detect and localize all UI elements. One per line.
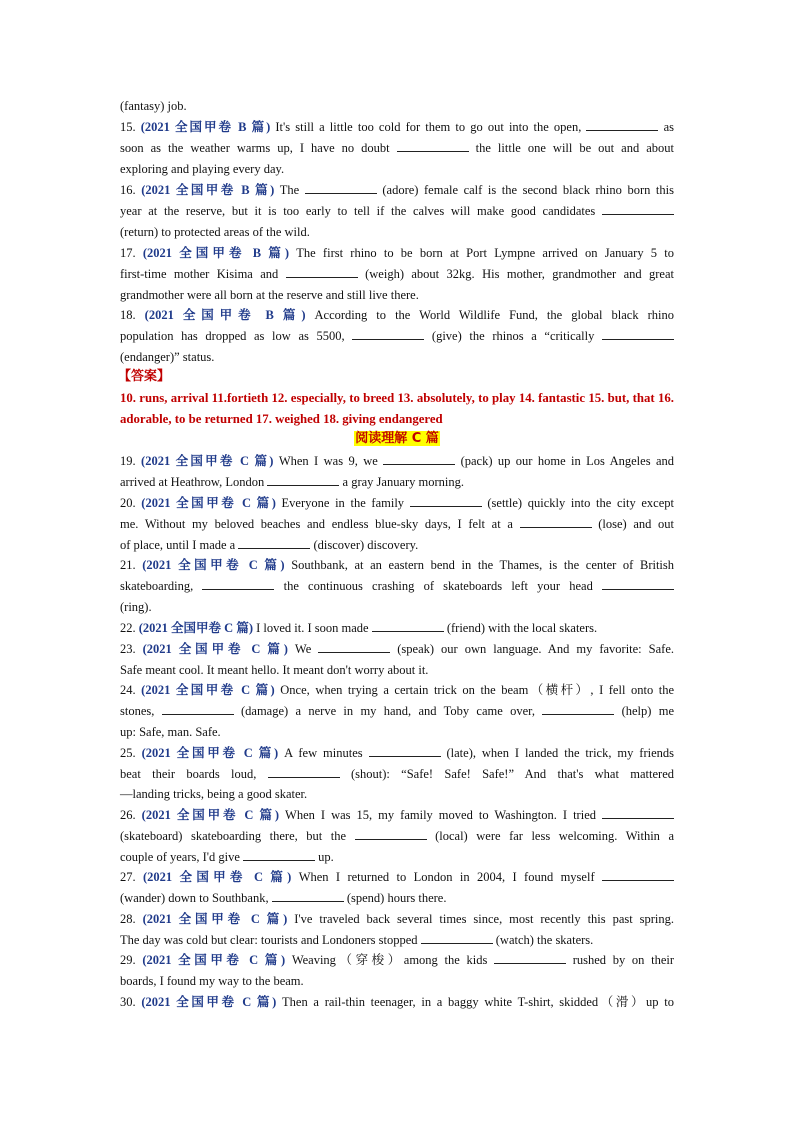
fill-blank[interactable] xyxy=(520,516,592,528)
fill-blank[interactable] xyxy=(602,807,674,819)
line-text: beat their boards loud, (shout): “Safe! Safe! Safe!” And that's what mattered xyxy=(120,767,674,781)
line-text: It's still a little too cold for them to go out into the open, as xyxy=(270,120,674,134)
line-text: I loved it. I soon made (friend) with the local skaters. xyxy=(252,621,598,635)
question-number: 25. xyxy=(120,746,142,760)
text-line xyxy=(120,971,674,992)
text-line xyxy=(120,618,674,639)
fill-blank[interactable] xyxy=(602,869,674,881)
text-line xyxy=(120,514,674,535)
text-line xyxy=(120,722,674,743)
fill-blank[interactable] xyxy=(352,328,424,340)
text-line xyxy=(120,535,674,556)
question-number: 17. xyxy=(120,246,143,260)
question-number: 16. xyxy=(120,183,142,197)
source-tag: (2021 全国甲卷 C 篇) xyxy=(142,558,285,572)
line-text: soon as the weather warms up, I have no doubt the little one will be out and about xyxy=(120,141,674,155)
question-number: 24. xyxy=(120,683,142,697)
text-line xyxy=(120,867,674,888)
source-tag: (2021 全国甲卷 C 篇) xyxy=(142,912,288,926)
fill-blank[interactable] xyxy=(397,140,469,152)
line-text: skateboarding, the continuous crashing of skateboards left your head xyxy=(120,579,674,593)
line-text: (wander) down to Southbank, (spend) hours there. xyxy=(120,891,447,905)
fill-blank[interactable] xyxy=(268,766,340,778)
line-text: (fantasy) job. xyxy=(120,99,187,113)
fill-blank[interactable] xyxy=(162,703,234,715)
fill-blank[interactable] xyxy=(267,474,339,486)
text-line xyxy=(120,805,674,826)
question-number: 23. xyxy=(120,642,143,656)
line-text: (return) to protected areas of the wild. xyxy=(120,225,310,239)
question-number: 18. xyxy=(120,308,145,322)
fill-blank[interactable] xyxy=(586,119,658,131)
question-number: 19. xyxy=(120,454,142,468)
question-number: 15. xyxy=(120,120,141,134)
line-text: Safe meant cool. It meant hello. It meant don't worry about it. xyxy=(120,663,429,677)
section-title xyxy=(0,430,794,448)
text-line xyxy=(120,930,674,951)
section-title-text: 阅读理解 C 篇 xyxy=(355,431,439,446)
text-line xyxy=(120,222,674,243)
line-text: Weaving（穿梭）among the kids rushed by on their xyxy=(285,953,675,967)
fill-blank[interactable] xyxy=(542,703,614,715)
source-tag: (2021 全国甲卷 C 篇) xyxy=(142,953,286,967)
source-tag: (2021 全国甲卷 C 篇) xyxy=(141,808,280,822)
line-text: When I returned to London in 2004, I found myself xyxy=(291,870,674,884)
answer-label: 【答案】 xyxy=(118,368,171,383)
question-number: 22. xyxy=(120,621,139,635)
line-text: (endanger)” status. xyxy=(120,350,215,364)
question-number: 29. xyxy=(120,953,143,967)
text-line xyxy=(120,285,674,306)
text-line xyxy=(120,472,674,493)
text-line xyxy=(120,743,674,764)
line-text: exploring and playing every day. xyxy=(120,162,285,176)
fill-blank[interactable] xyxy=(202,578,274,590)
line-text: The (adore) female calf is the second black rhino born this xyxy=(274,183,674,197)
text-line xyxy=(120,138,674,159)
line-text: We (speak) our own language. And my favorite: Safe. xyxy=(287,642,674,656)
fill-blank[interactable] xyxy=(243,849,315,861)
line-text: According to the World Wildlife Fund, the global black rhino xyxy=(305,308,675,322)
text-line xyxy=(120,847,674,868)
text-line xyxy=(120,243,674,264)
fill-blank[interactable] xyxy=(383,453,455,465)
text-line xyxy=(120,96,674,117)
text-line xyxy=(120,493,674,514)
line-text: boards, I found my way to the beam. xyxy=(120,974,304,988)
fill-blank[interactable] xyxy=(305,182,377,194)
line-text: Once, when trying a certain trick on the beam（横杆）, I fell onto the xyxy=(274,683,675,697)
text-line xyxy=(120,992,674,1013)
question-number: 30. xyxy=(120,995,142,1009)
text-line xyxy=(120,347,674,368)
line-text: —landing tricks, being a good skater. xyxy=(120,787,308,801)
line-text: A few minutes (late), when I landed the trick, my friends xyxy=(278,746,674,760)
line-text: me. Without my beloved beaches and endless blue-sky days, I felt at a (lose) and out xyxy=(120,517,675,531)
source-tag: (2021 全国甲卷 C 篇) xyxy=(142,642,288,656)
text-line xyxy=(120,888,674,909)
line-text: I've traveled back several times since, most recently this past spring. xyxy=(287,912,675,926)
question-number: 27. xyxy=(120,870,144,884)
line-text: Then a rail-thin teenager, in a baggy white T-shirt, skidded（滑）up to xyxy=(276,995,674,1009)
fill-blank[interactable] xyxy=(494,952,566,964)
fill-blank[interactable] xyxy=(602,328,674,340)
question-number: 28. xyxy=(120,912,143,926)
source-tag: (2021 全国甲卷 B 篇) xyxy=(142,246,290,260)
text-line xyxy=(120,326,674,347)
line-text: (skateboard) skateboarding there, but the (local) were far less welcoming. Within a xyxy=(120,829,675,843)
source-tag: (2021 全国甲卷 C 篇) xyxy=(141,995,277,1009)
source-tag: (2021 全国甲卷 C 篇) xyxy=(141,683,275,697)
text-line xyxy=(120,451,674,472)
line-text: couple of years, I'd give up. xyxy=(120,850,334,864)
line-text: of place, until I made a (discover) discovery. xyxy=(120,538,419,552)
fill-blank[interactable] xyxy=(602,203,674,215)
line-text: The day was cold but clear: tourists and Londoners stopped (watch) the skaters. xyxy=(120,933,594,947)
line-text: grandmother were all born at the reserve and still live there. xyxy=(120,288,419,302)
answer-text: 10. runs, arrival 11.fortieth 12. especially, to breed 13. absolutely, to play 14. fantastic 15. but, that 16. adorable, to be returned 17. weighed 18. giving endangered xyxy=(120,391,674,426)
text-line xyxy=(120,117,674,138)
fill-blank[interactable] xyxy=(272,890,344,902)
text-line xyxy=(120,597,674,618)
fill-blank[interactable] xyxy=(369,745,441,757)
fill-blank[interactable] xyxy=(286,266,358,278)
line-text: up: Safe, man. Safe. xyxy=(120,725,221,739)
text-line xyxy=(120,826,674,847)
source-tag: (2021 全国甲卷 C 篇) xyxy=(141,496,276,510)
text-line xyxy=(120,950,674,971)
line-text: first-time mother Kisima and (weigh) about 32kg. His mother, grandmother and great xyxy=(120,267,675,281)
text-line xyxy=(120,784,674,805)
text-line xyxy=(120,555,674,576)
line-text: Everyone in the family (settle) quickly into the city except xyxy=(275,496,674,510)
line-text: (ring). xyxy=(120,600,152,614)
line-text: The first rhino to be born at Port Lympne arrived on January 5 to xyxy=(289,246,674,260)
source-tag: (2021 全国甲卷 B 篇) xyxy=(140,120,271,134)
fill-blank[interactable] xyxy=(602,578,674,590)
text-line xyxy=(120,660,674,681)
text-line xyxy=(120,159,674,180)
line-text: arrived at Heathrow, London a gray January morning. xyxy=(120,475,465,489)
line-text: When I was 9, we (pack) up our home in Los Angeles and xyxy=(273,454,675,468)
text-line xyxy=(120,639,674,660)
line-text: population has dropped as low as 5500, (give) the rhinos a “critically xyxy=(120,329,674,343)
text-line xyxy=(120,701,674,722)
text-line xyxy=(120,764,674,785)
line-text: When I was 15, my family moved to Washington. I tried xyxy=(279,808,674,822)
text-line xyxy=(120,264,674,285)
text-line xyxy=(120,680,674,701)
source-tag: (2021 全国甲卷 B 篇) xyxy=(144,308,306,322)
fill-blank[interactable] xyxy=(355,828,427,840)
question-number: 26. xyxy=(120,808,142,822)
line-text: stones, (damage) a nerve in my hand, and Toby came over, (help) me xyxy=(120,704,675,718)
text-line xyxy=(120,305,674,326)
text-line xyxy=(120,909,674,930)
source-tag: (2021 全国甲卷 C 篇) xyxy=(141,454,274,468)
source-tag: (2021 全国甲卷 B 篇) xyxy=(141,183,275,197)
text-line xyxy=(120,180,674,201)
source-tag: (2021 全国甲卷 C 篇) xyxy=(141,746,279,760)
text-line xyxy=(120,201,674,222)
fill-blank[interactable] xyxy=(372,620,444,632)
text-line xyxy=(120,576,674,597)
question-number: 20. xyxy=(120,496,142,510)
line-text: year at the reserve, but it is too early to tell if the calves will make good candidates xyxy=(120,204,674,218)
fill-blank[interactable] xyxy=(238,537,310,549)
fill-blank[interactable] xyxy=(318,641,390,653)
fill-blank[interactable] xyxy=(421,932,493,944)
question-number: 21. xyxy=(120,558,143,572)
source-tag: (2021 全国甲卷 C 篇) xyxy=(138,621,253,635)
fill-blank[interactable] xyxy=(410,495,482,507)
line-text: Southbank, at an eastern bend in the Thames, is the center of British xyxy=(284,558,675,572)
source-tag: (2021 全国甲卷 C 篇) xyxy=(143,870,292,884)
